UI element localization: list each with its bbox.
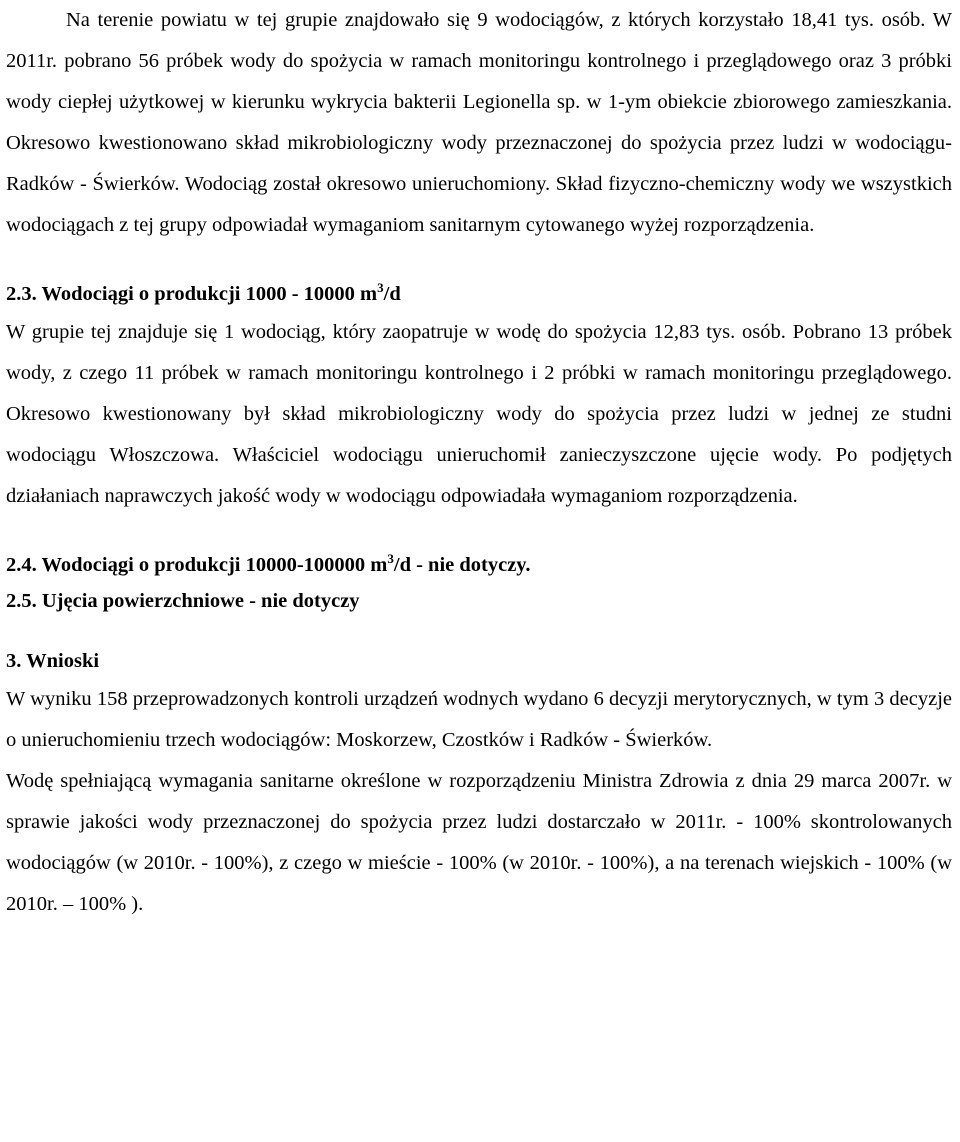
spacer (6, 246, 952, 276)
heading-2-3-superscript: 3 (377, 280, 384, 295)
paragraph-conclusions-decisions: W wyniku 158 przeprowadzonych kontroli urządzeń wodnych wydano 6 decyzji merytorycznych, w tym 3 decyzje o unieruchomieniu trzech wodociągów: Moskorzew, Czostków i Radków - Świerków. (6, 688, 952, 751)
heading-2-3 (6, 276, 952, 312)
heading-2-4-text: 2.4. Wodociągi o produkcji 10000-100000 m (6, 554, 388, 576)
heading-2-4-tail: /d - nie dotyczy. (393, 554, 531, 576)
heading-3-conclusions: 3. Wnioski (6, 650, 100, 672)
heading-2-5: 2.5. Ujęcia powierzchniowe - nie dotyczy (6, 590, 360, 612)
paragraph-group-2-3: W grupie tej znajduje się 1 wodociąg, który zaopatruje w wodę do spożycia 12,83 tys. osób. Pobrano 13 próbek wody, z czego 11 próbek w ramach monitoringu kontrolnego i 2 próbki w ramach monitoringu przeglądowego. Okresowo kwestionowany był skład mikrobiologiczny wody do spożycia przez ludzi w jednej ze studni wodociągu Włoszczowa. Właściciel wodociągu unieruchomił zanieczyszczone ujęcie wody. Po podjętych działaniach naprawczych jakość wody w wodociągu odpowiadała wymaganiom rozporządzenia. (6, 321, 952, 507)
heading-2-3-text: 2.3. Wodociągi o produkcji 1000 - 10000 m (6, 283, 378, 305)
spacer (6, 517, 952, 547)
heading-2-4-superscript: 3 (387, 551, 394, 566)
heading-2-4 (6, 547, 952, 583)
paragraph-conclusions-water-quality: Wodę spełniającą wymagania sanitarne określone w rozporządzeniu Ministra Zdrowia z dnia 29 marca 2007r. w sprawie jakości wody przeznaczonej do spożycia przez ludzi dostarczało w 2011r. - 100% skontrolowanych wodociągów (w 2010r. - 100%), z czego w mieście - 100% (w 2010r. - 100%), a na terenach wiejskich - 100% (w 2010r. – 100% ). (6, 770, 952, 915)
spacer (6, 619, 952, 643)
paragraph-group-summary: Na terenie powiatu w tej grupie znajdowało się 9 wodociągów, z których korzystało 18,41 tys. osób. W 2011r. pobrano 56 próbek wody do spożycia w ramach monitoringu kontrolnego i przeglądowego oraz 3 próbki wody ciepłej użytkowej w kierunku wykrycia bakterii Legionella sp. w 1-ym obiekcie zbiorowego zamieszkania. Okresowo kwestionowano skład mikrobiologiczny wody przeznaczonej do spożycia przez ludzi w wodociągu- Radków - Świerków. Wodociąg został okresowo unieruchomiony. Skład fizyczno-chemiczny wody we wszystkich wodociągach z tej grupy odpowiadał wymaganiom sanitarnym cytowanego wyżej rozporządzenia. (6, 9, 952, 236)
heading-2-3-tail: /d (383, 283, 401, 305)
